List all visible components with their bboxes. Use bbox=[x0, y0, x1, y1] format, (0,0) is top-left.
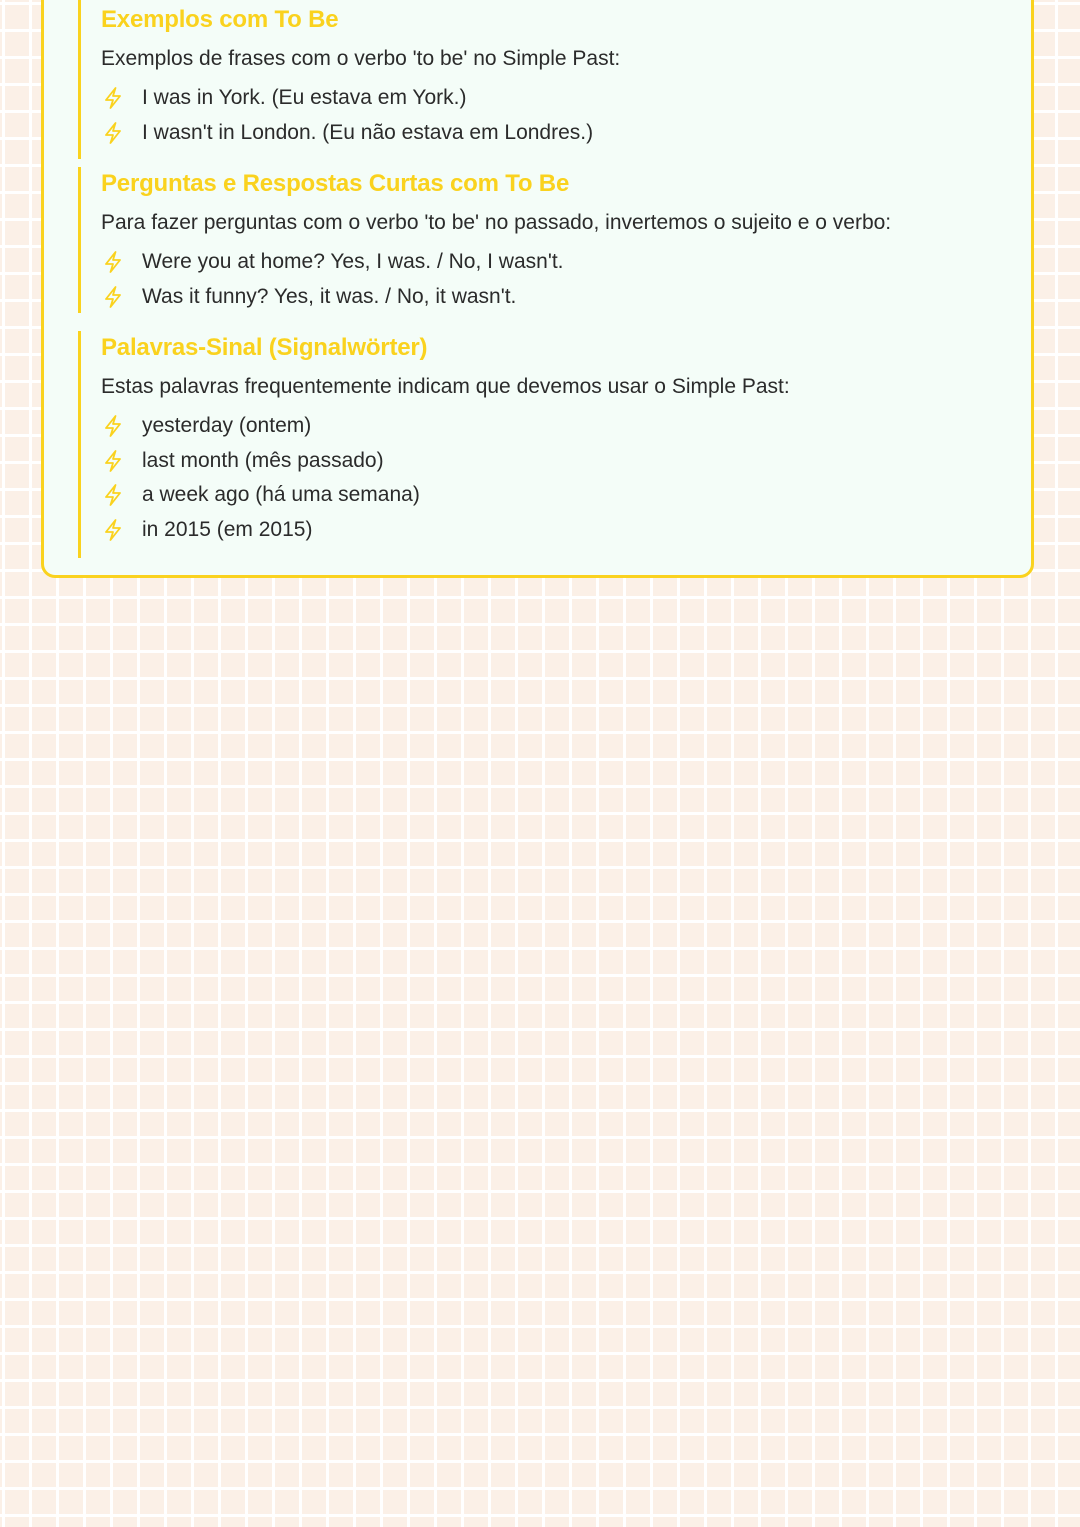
section-intro: Para fazer perguntas com o verbo 'to be' no passado, invertemos o sujeito e o verbo: bbox=[101, 211, 892, 234]
list-item bbox=[101, 513, 790, 548]
list-item-text: I wasn't in London. (Eu não estava em Londres.) bbox=[142, 120, 594, 144]
list-item bbox=[101, 444, 790, 479]
list-item-text: a week ago (há uma semana) bbox=[142, 483, 420, 507]
section-title: Perguntas e Respostas Curtas com To Be bbox=[101, 170, 570, 197]
list-item bbox=[101, 280, 891, 315]
lightning-bolt-icon bbox=[103, 415, 123, 437]
lightning-bolt-icon bbox=[103, 450, 123, 472]
bullet-list bbox=[101, 409, 790, 547]
list-item bbox=[101, 116, 620, 151]
list-item-text: in 2015 (em 2015) bbox=[142, 518, 313, 542]
list-item-text: yesterday (ontem) bbox=[142, 414, 312, 438]
lightning-bolt-icon bbox=[103, 519, 123, 541]
section-signal-words bbox=[78, 331, 790, 558]
content-card bbox=[41, 0, 1034, 578]
section-title: Palavras-Sinal (Signalwörter) bbox=[101, 334, 428, 361]
list-item-text: Were you at home? Yes, I was. / No, I wasn't. bbox=[142, 250, 564, 274]
lightning-bolt-icon bbox=[103, 87, 123, 109]
list-item bbox=[101, 409, 790, 444]
list-item bbox=[101, 478, 790, 513]
list-item-text: Was it funny? Yes, it was. / No, it wasn't. bbox=[142, 284, 517, 308]
section-title: Exemplos com To Be bbox=[101, 6, 339, 33]
lightning-bolt-icon bbox=[103, 484, 123, 506]
list-item-text: I was in York. (Eu estava em York.) bbox=[142, 86, 467, 110]
list-item-text: last month (mês passado) bbox=[142, 448, 384, 472]
lightning-bolt-icon bbox=[103, 122, 123, 144]
lightning-bolt-icon bbox=[103, 286, 123, 308]
section-examples-to-be bbox=[78, 0, 620, 159]
list-item bbox=[101, 81, 620, 116]
section-intro: Exemplos de frases com o verbo 'to be' no Simple Past: bbox=[101, 47, 621, 70]
list-item bbox=[101, 245, 891, 280]
bullet-list bbox=[101, 245, 891, 314]
bullet-list bbox=[101, 81, 620, 150]
section-questions-short-answers bbox=[78, 167, 891, 313]
lightning-bolt-icon bbox=[103, 251, 123, 273]
section-intro: Estas palavras frequentemente indicam que devemos usar o Simple Past: bbox=[101, 375, 790, 398]
